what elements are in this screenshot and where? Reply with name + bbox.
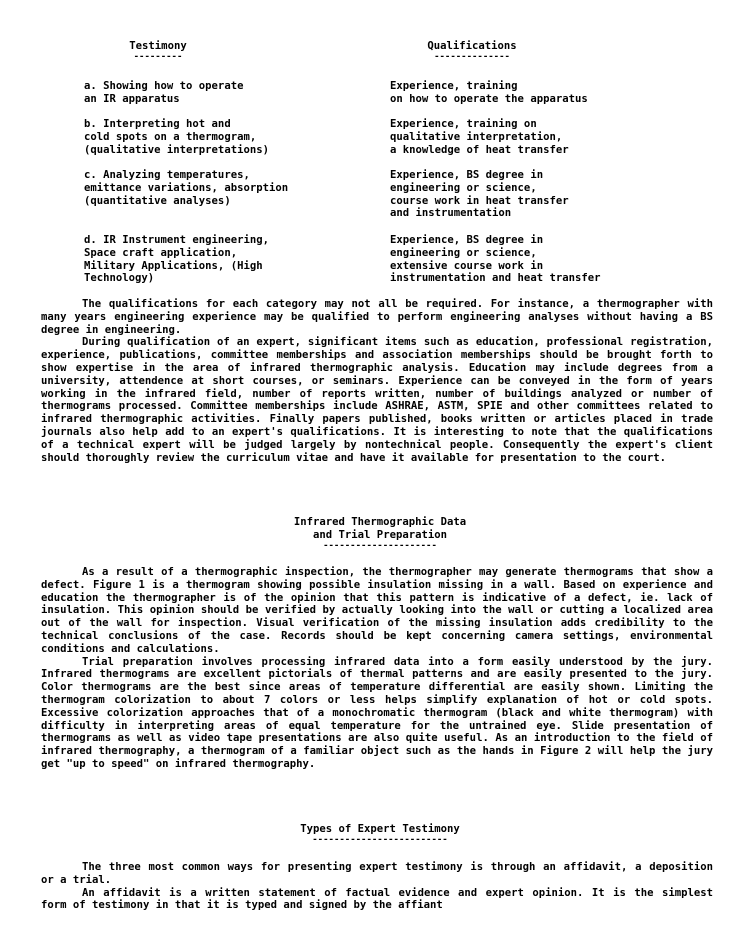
qualifications-column-header [392, 40, 552, 61]
testimony-item-d: d. IR Instrument engineering, Space craft application, Military Applications, (High Technology) [84, 234, 269, 285]
qualification-item-d: Experience, BS degree in engineering or science, extensive course work in instrumentation and heat transfer [390, 234, 601, 285]
section-heading-expert-testimony [230, 823, 530, 844]
section-heading-thermographic-data [230, 516, 530, 550]
testimony-item-a: a. Showing how to operate an IR apparatus [84, 80, 244, 105]
paragraph: As a result of a thermographic inspection, the thermographer may generate thermograms that show a defect. Figure 1 is a thermogram showing possible insulation missing in a wall. Based on experience and education the thermographer is of the opinion that this pattern is indicative of a defect, ie. lack of insulation. This opinion should be verified by actually looking into the wall or cutting a localized area out of the wall for inspection. Visual verification of the missing insulation adds credibility to the technical conclusions of the case. Records should be kept concerning camera settings, environmental conditions and calculations. [41, 566, 713, 655]
heading-line-2: and Trial Preparation [313, 528, 447, 541]
heading-underline: ------------------------- [312, 834, 448, 845]
testimony-item-b: b. Interpreting hot and cold spots on a thermogram, (qualitative interpretations) [84, 118, 269, 156]
expert-testimony-body [41, 861, 713, 912]
testimony-header-text: Testimony [129, 40, 187, 52]
qualifications-header-text: Qualifications [427, 40, 517, 52]
thermographic-data-body [41, 566, 713, 771]
paragraph: An affidavit is a written statement of factual evidence and expert opinion. It is the simplest form of testimony in that it is typed and signed by the affiant [41, 886, 713, 912]
testimony-item-c: c. Analyzing temperatures, emittance variations, absorption (quantitative analyses) [84, 169, 289, 207]
testimony-column-header [104, 40, 212, 61]
qualifications-header-underline: -------------- [434, 51, 510, 62]
qualification-item-a: Experience, training on how to operate the apparatus [390, 80, 588, 105]
paragraph: The qualifications for each category may not all be required. For instance, a thermographer with many years engineering experience may be qualified to perform engineering analyses without having a BS degree in engineering. [41, 298, 713, 336]
heading-underline: --------------------- [323, 540, 437, 551]
paragraph: Trial preparation involves processing infrared data into a form easily understood by the jury. Infrared thermograms are excellent pictorials of thermal patterns and are easily presented to the jury. Color thermograms are the best since areas of temperature differential are easily shown. Limiting the thermogram colorization to about 7 colors or less helps simplify explanation of hot or cold spots. Excessive colorization approaches that of a monochromatic thermogram (black and white thermogram) with difficulty in interpreting areas of equal temperature for the untrained eye. Slide presentation of thermograms as well as video tape presentations are also quite useful. As an introduction to the field of infrared thermography, a thermogram of a familiar object such as the hands in Figure 2 will help the jury get "up to speed" on infrared thermography. [41, 655, 713, 770]
qualification-item-c: Experience, BS degree in engineering or science, course work in heat transfer and instrumentation [390, 169, 569, 220]
qualification-item-b: Experience, training on qualitative interpretation, a knowledge of heat transfer [390, 118, 569, 156]
paragraph: The three most common ways for presenting expert testimony is through an affidavit, a deposition or a trial. [41, 861, 713, 886]
heading-text: Types of Expert Testimony [300, 823, 460, 835]
testimony-header-underline: --------- [133, 51, 183, 62]
qualifications-discussion [41, 298, 713, 464]
heading-line-1: Infrared Thermographic Data [293, 516, 467, 528]
paragraph: During qualification of an expert, significant items such as education, professional registration, experience, publications, committee memberships and association memberships should be brought forth to show expertise in the area of infrared thermographic analysis. Education may include degrees from a university, attendence at short courses, or seminars. Experience can be conveyed in the form of years working in the infrared field, number of reports written, number of buildings analyzed or number of thermograms processed. Committee memberships include ASHRAE, ASTM, SPIE and other committees related to infrared thermographic activities. Finally papers published, books written or articles placed in trade journals also help add to an expert's qualifications. It is interesting to note that the qualifications of a technical expert will be judged largely by nontechnical people. Consequently the expert's client should thoroughly review the curriculum vitae and have it available for presentation to the court. [41, 336, 713, 464]
